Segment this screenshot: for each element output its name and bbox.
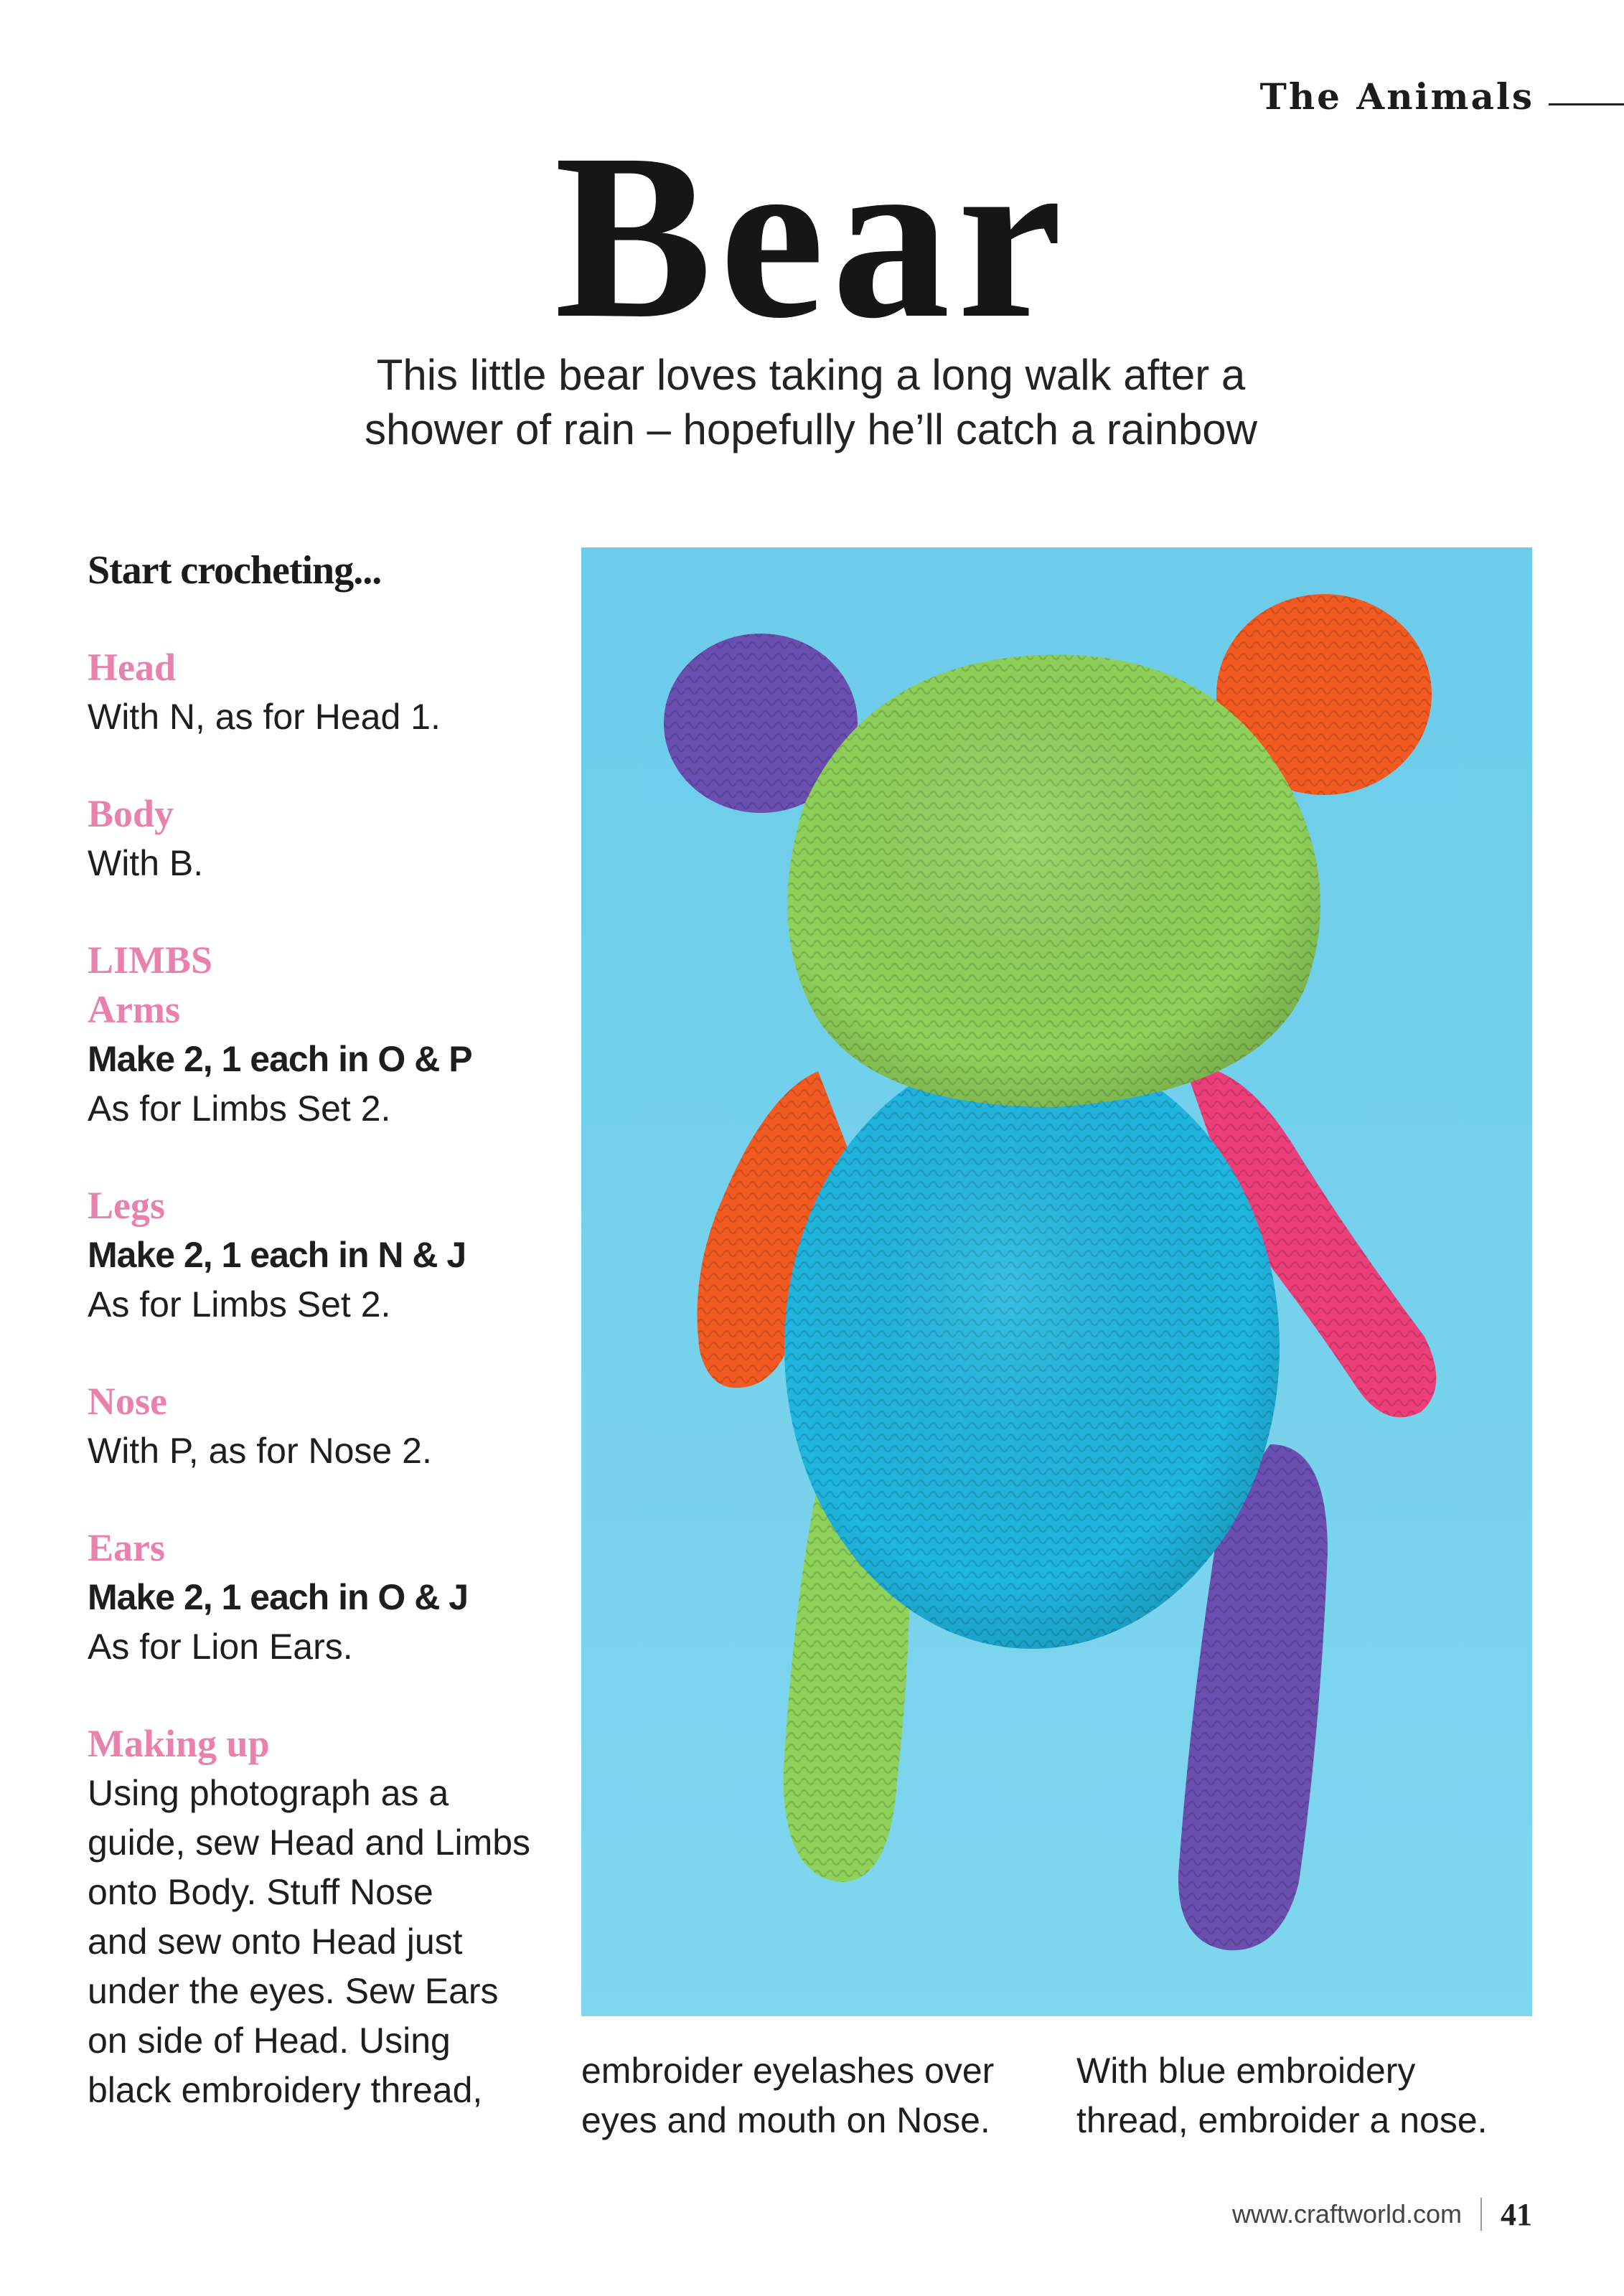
ears-make: Make 2, 1 each in O & J: [88, 1577, 469, 1617]
ears-text: As for Lion Ears.: [88, 1627, 353, 1667]
making-up-line: and sew onto Head just: [88, 1921, 463, 1962]
page-footer: [1232, 2193, 1532, 2236]
start-heading: Start crocheting...: [88, 548, 382, 593]
crochet-bear-illustration: [581, 547, 1532, 2016]
making-up-line: under the eyes. Sew Ears: [88, 1971, 499, 2011]
arms-section: [88, 936, 576, 1134]
page-title: Bear: [554, 105, 1070, 367]
body-section: [88, 789, 576, 888]
subtitle-line: This little bear loves taking a long walk after a: [376, 351, 1246, 399]
head-section: [88, 643, 576, 742]
footer-divider: [1480, 2198, 1482, 2231]
nose-section: [88, 1377, 576, 1476]
head-heading: Head: [88, 646, 177, 689]
making-up-column-3: [1076, 2046, 1550, 2145]
head: [787, 655, 1320, 1108]
section-rule: [1549, 103, 1624, 105]
making-up-line: With blue embroidery: [1076, 2051, 1416, 2091]
making-up-line: guide, sew Head and Limbs: [88, 1822, 531, 1863]
head-text: With N, as for Head 1.: [88, 697, 441, 737]
bear-photo: [581, 547, 1532, 2016]
making-up-line: black embroidery thread,: [88, 2070, 483, 2110]
making-up-line: Using photograph as a: [88, 1773, 449, 1813]
limbs-heading: LIMBS: [88, 938, 213, 982]
ears-section: [88, 1523, 576, 1672]
subtitle-line: shower of rain – hopefully he’ll catch a rainbow: [364, 405, 1258, 453]
legs-section: [88, 1181, 576, 1330]
arms-make: Make 2, 1 each in O & P: [88, 1039, 472, 1079]
page-subtitle: [273, 348, 1349, 457]
nose-text: With P, as for Nose 2.: [88, 1431, 432, 1471]
arms-heading: Arms: [88, 988, 180, 1031]
making-up-line: embroider eyelashes over: [581, 2051, 995, 2091]
body: [784, 1046, 1280, 1649]
making-up-heading: Making up: [88, 1722, 270, 1765]
footer-url[interactable]: www.craftworld.com: [1231, 2199, 1462, 2229]
page-number: 41: [1501, 2196, 1532, 2232]
making-up-column-2: [581, 2046, 1026, 2145]
ears-heading: Ears: [88, 1526, 165, 1569]
legs-text: As for Limbs Set 2.: [88, 1284, 391, 1325]
making-up-line: onto Body. Stuff Nose: [88, 1872, 433, 1912]
instructions-column: [88, 545, 576, 2163]
arms-text: As for Limbs Set 2.: [88, 1088, 391, 1129]
body-text: With B.: [88, 843, 204, 883]
making-up-line: eyes and mouth on Nose.: [581, 2100, 990, 2140]
making-up-section: [88, 1719, 576, 2115]
legs-heading: Legs: [88, 1184, 165, 1227]
nose-heading: Nose: [88, 1380, 167, 1423]
making-up-line: thread, embroider a nose.: [1076, 2100, 1488, 2140]
making-up-line: on side of Head. Using: [88, 2020, 451, 2061]
section-name: The Animals: [1259, 75, 1534, 118]
section-tag: [1260, 75, 1624, 118]
legs-make: Make 2, 1 each in N & J: [88, 1235, 466, 1275]
body-heading: Body: [88, 792, 174, 835]
